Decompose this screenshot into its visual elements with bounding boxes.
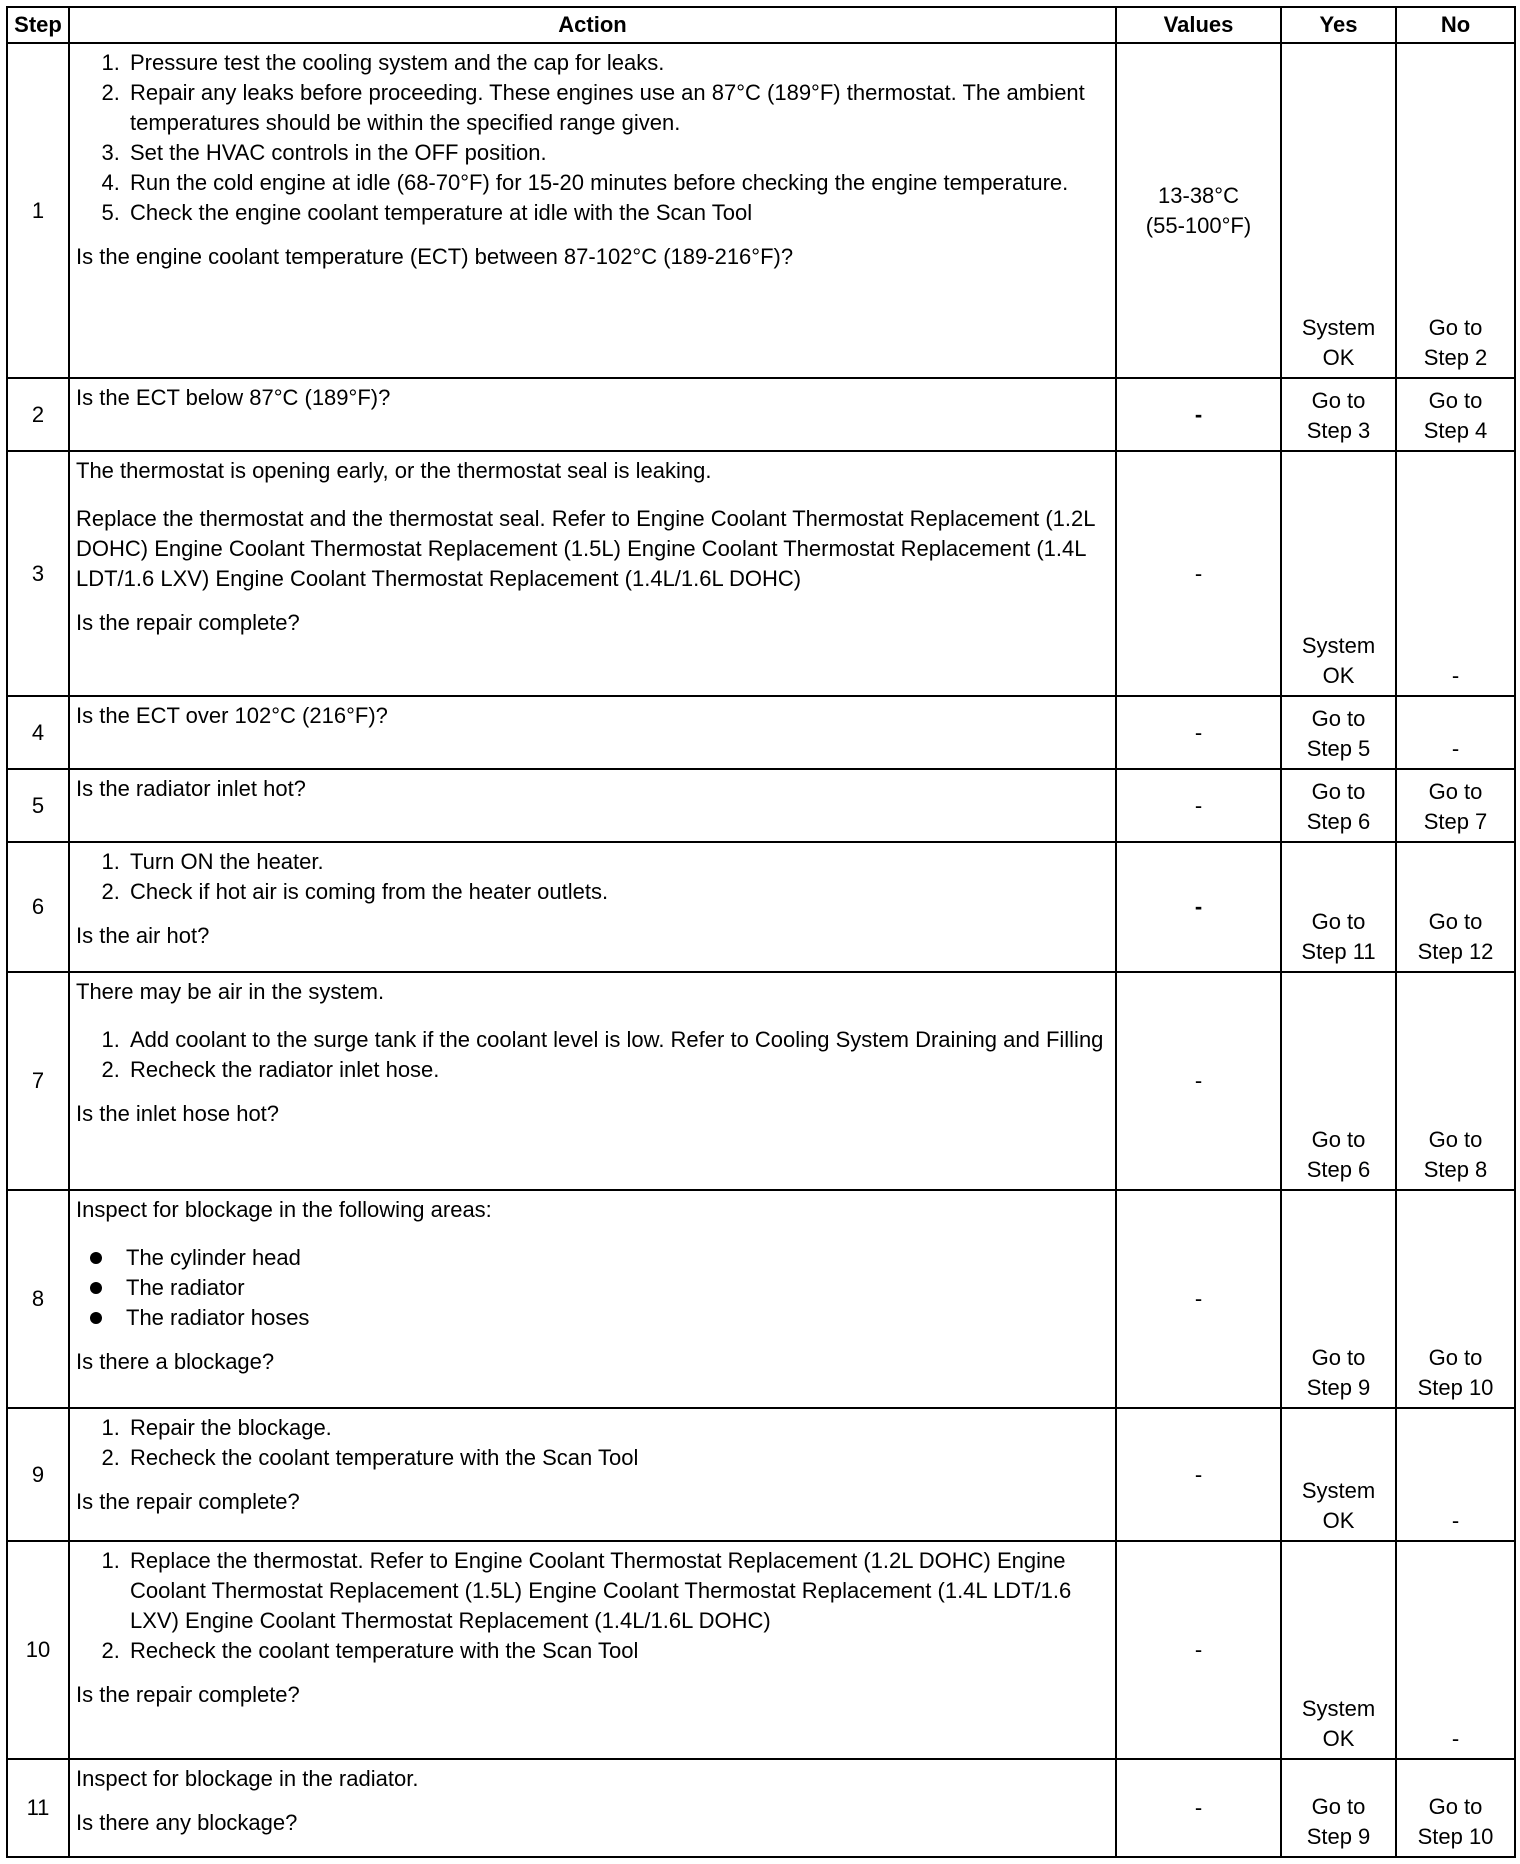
no-line: Step 8 bbox=[1423, 1157, 1488, 1182]
values-cell bbox=[1116, 1190, 1281, 1408]
list-item: 2. Recheck the coolant temperature with the Scan Tool bbox=[126, 1443, 1109, 1473]
yes-line: Step 9 bbox=[1306, 1824, 1371, 1849]
list-item: 1. Turn ON the heater. bbox=[126, 847, 1109, 877]
action-list bbox=[76, 48, 1109, 228]
values-cell bbox=[1116, 769, 1281, 842]
values-dash: - bbox=[1194, 1795, 1203, 1820]
action-cell bbox=[69, 972, 1116, 1190]
step-number: 1 bbox=[7, 43, 69, 378]
no-line: Step 12 bbox=[1417, 939, 1494, 964]
values-dash: - bbox=[1194, 560, 1203, 586]
no-line: Step 10 bbox=[1417, 1375, 1494, 1400]
values-dash: - bbox=[1194, 1068, 1203, 1093]
action-question: Is the ECT over 102°C (216°F)? bbox=[76, 703, 388, 728]
yes-line: Step 6 bbox=[1306, 809, 1371, 834]
yes-cell bbox=[1281, 769, 1396, 842]
step-number: 4 bbox=[7, 696, 69, 769]
list-item: 3. Set the HVAC controls in the OFF position. bbox=[126, 138, 1109, 168]
no-line: Go to bbox=[1428, 1127, 1483, 1152]
yes-line: Step 11 bbox=[1301, 939, 1376, 964]
action-cell bbox=[69, 451, 1116, 696]
action-cell bbox=[69, 1759, 1116, 1857]
yes-line: System bbox=[1301, 1696, 1376, 1721]
action-cell bbox=[69, 1541, 1116, 1759]
step-number: 9 bbox=[7, 1408, 69, 1541]
action-question: Is the radiator inlet hot? bbox=[76, 776, 306, 801]
step-number: 10 bbox=[7, 1541, 69, 1759]
table-row bbox=[7, 696, 1515, 769]
step-number: 6 bbox=[7, 842, 69, 972]
list-item: 2. Recheck the coolant temperature with the Scan Tool bbox=[126, 1636, 1109, 1666]
action-question: Is the repair complete? bbox=[76, 610, 300, 635]
yes-line: Go to bbox=[1311, 1794, 1366, 1819]
values-dash: - bbox=[1194, 894, 1203, 919]
no-dash: - bbox=[1451, 663, 1460, 688]
yes-cell bbox=[1281, 1190, 1396, 1408]
yes-line: Step 3 bbox=[1306, 418, 1371, 443]
values-cell bbox=[1116, 842, 1281, 972]
table-row bbox=[7, 972, 1515, 1190]
no-cell bbox=[1396, 43, 1515, 378]
header-yes: Yes bbox=[1281, 7, 1396, 43]
yes-cell bbox=[1281, 378, 1396, 451]
yes-line: Step 6 bbox=[1306, 1157, 1371, 1182]
action-list bbox=[76, 1546, 1109, 1666]
no-cell bbox=[1396, 972, 1515, 1190]
action-question: Is the air hot? bbox=[76, 923, 210, 948]
bullet-text: The radiator hoses bbox=[126, 1305, 310, 1330]
yes-cell bbox=[1281, 451, 1396, 696]
values-cell bbox=[1116, 43, 1281, 378]
table-row bbox=[7, 451, 1515, 696]
yes-cell bbox=[1281, 972, 1396, 1190]
values-cell bbox=[1116, 1408, 1281, 1541]
action-list bbox=[76, 1025, 1109, 1085]
no-cell bbox=[1396, 1190, 1515, 1408]
header-row bbox=[7, 7, 1515, 43]
action-question: Is there any blockage? bbox=[76, 1810, 298, 1835]
step-number: 8 bbox=[7, 1190, 69, 1408]
values-cell bbox=[1116, 1759, 1281, 1857]
action-list bbox=[76, 847, 1109, 907]
header-step: Step bbox=[7, 7, 69, 43]
action-cell bbox=[69, 769, 1116, 842]
no-line: Go to bbox=[1428, 779, 1483, 804]
no-line: Step 4 bbox=[1423, 418, 1488, 443]
no-cell bbox=[1396, 769, 1515, 842]
list-item: 1. Repair the blockage. bbox=[126, 1413, 1109, 1443]
action-question: Is the inlet hose hot? bbox=[76, 1101, 280, 1126]
no-line: Step 7 bbox=[1423, 809, 1488, 834]
step-number: 3 bbox=[7, 451, 69, 696]
bullet-icon bbox=[90, 1252, 102, 1264]
values-dash: - bbox=[1194, 1637, 1203, 1662]
bullet-text: The cylinder head bbox=[126, 1245, 301, 1270]
values-dash: - bbox=[1194, 1461, 1203, 1487]
list-item: 2. Check if hot air is coming from the heater outlets. bbox=[126, 877, 1109, 907]
values-dash: - bbox=[1194, 1286, 1203, 1311]
no-cell bbox=[1396, 1408, 1515, 1541]
yes-line: Go to bbox=[1311, 1345, 1366, 1370]
bullet-icon bbox=[90, 1312, 102, 1324]
no-line: Go to bbox=[1428, 1794, 1483, 1819]
table-row bbox=[7, 1759, 1515, 1857]
values-dash: - bbox=[1194, 401, 1203, 427]
yes-line: System bbox=[1301, 1478, 1376, 1503]
action-body: Replace the thermostat and the thermostat seal. Refer to Engine Coolant Thermostat Replacement (1.2L DOHC) Engine Coolant Thermostat Replacement (1.5L) Engine Coolant Thermostat Replacement (1.4L LDT/1.6 LXV) Engine Coolant Thermostat Replacement (1.4L/1.6L DOHC) bbox=[76, 506, 1095, 591]
values-line: 13-38°C bbox=[1158, 182, 1239, 208]
values-dash: - bbox=[1194, 719, 1203, 745]
yes-line: Step 9 bbox=[1306, 1375, 1371, 1400]
action-question: Is the repair complete? bbox=[76, 1682, 300, 1707]
action-cell bbox=[69, 1408, 1116, 1541]
yes-line: System bbox=[1301, 315, 1376, 340]
no-cell bbox=[1396, 451, 1515, 696]
yes-line: Go to bbox=[1311, 909, 1366, 934]
yes-line: Go to bbox=[1311, 388, 1366, 413]
bullet-icon bbox=[90, 1282, 102, 1294]
no-cell bbox=[1396, 696, 1515, 769]
table-row bbox=[7, 378, 1515, 451]
bullet-list bbox=[76, 1243, 1109, 1333]
header-no: No bbox=[1396, 7, 1515, 43]
no-cell bbox=[1396, 1759, 1515, 1857]
values-cell bbox=[1116, 451, 1281, 696]
values-cell bbox=[1116, 378, 1281, 451]
action-question: Is the repair complete? bbox=[76, 1489, 300, 1514]
table-row bbox=[7, 1541, 1515, 1759]
yes-cell bbox=[1281, 1759, 1396, 1857]
list-item: 1. Replace the thermostat. Refer to Engine Coolant Thermostat Replacement (1.2L DOHC) Engine Coolant Thermostat Replacement (1.5L) Engine Coolant Thermostat Replacement (1.4L LDT/1.6 LXV) Engine Coolant Thermostat Replacement (1.4L/1.6L DOHC) bbox=[126, 1546, 1109, 1636]
action-cell bbox=[69, 842, 1116, 972]
action-question: Is the ECT below 87°C (189°F)? bbox=[76, 385, 391, 410]
step-number: 5 bbox=[7, 769, 69, 842]
diagnostic-table bbox=[6, 6, 1516, 1858]
yes-line: OK bbox=[1322, 345, 1355, 370]
table-row bbox=[7, 1408, 1515, 1541]
no-line: Go to bbox=[1428, 315, 1483, 340]
table-row bbox=[7, 43, 1515, 378]
action-intro: The thermostat is opening early, or the thermostat seal is leaking. bbox=[76, 458, 712, 483]
action-question: Is the engine coolant temperature (ECT) between 87-102°C (189-216°F)? bbox=[76, 244, 794, 269]
table-row bbox=[7, 842, 1515, 972]
table-row bbox=[7, 769, 1515, 842]
yes-cell bbox=[1281, 842, 1396, 972]
list-item bbox=[126, 1303, 1109, 1333]
values-line: (55-100°F) bbox=[1145, 212, 1252, 238]
list-item: 2. Repair any leaks before proceeding. These engines use an 87°C (189°F) thermostat. The ambient temperatures should be within the specified range given. bbox=[126, 78, 1109, 138]
action-cell bbox=[69, 43, 1116, 378]
action-list bbox=[76, 1413, 1109, 1473]
no-line: Step 10 bbox=[1417, 1824, 1494, 1849]
yes-line: System bbox=[1301, 633, 1376, 658]
table-row bbox=[7, 1190, 1515, 1408]
values-dash: - bbox=[1194, 792, 1203, 818]
yes-cell bbox=[1281, 1408, 1396, 1541]
yes-line: OK bbox=[1322, 663, 1355, 688]
no-line: Go to bbox=[1428, 909, 1483, 934]
header-action: Action bbox=[69, 7, 1116, 43]
yes-line: OK bbox=[1322, 1726, 1355, 1751]
no-cell bbox=[1396, 1541, 1515, 1759]
action-intro: Inspect for blockage in the following areas: bbox=[76, 1197, 492, 1222]
action-cell bbox=[69, 1190, 1116, 1408]
yes-line: OK bbox=[1322, 1508, 1355, 1533]
header-values: Values bbox=[1116, 7, 1281, 43]
no-cell bbox=[1396, 378, 1515, 451]
values-cell bbox=[1116, 972, 1281, 1190]
yes-line: Go to bbox=[1311, 779, 1366, 804]
action-question: Is there a blockage? bbox=[76, 1349, 275, 1374]
no-dash: - bbox=[1451, 1726, 1460, 1751]
list-item: 5. Check the engine coolant temperature at idle with the Scan Tool bbox=[126, 198, 1109, 228]
action-intro: There may be air in the system. bbox=[76, 979, 385, 1004]
no-dash: - bbox=[1451, 1508, 1460, 1533]
no-line: Go to bbox=[1428, 1345, 1483, 1370]
list-item: 2. Recheck the radiator inlet hose. bbox=[126, 1055, 1109, 1085]
list-item: 1. Add coolant to the surge tank if the coolant level is low. Refer to Cooling System Draining and Filling bbox=[126, 1025, 1109, 1055]
no-line: Go to bbox=[1428, 388, 1483, 413]
list-item bbox=[126, 1243, 1109, 1273]
yes-line: Step 5 bbox=[1306, 736, 1371, 761]
list-item: 4. Run the cold engine at idle (68-70°F) for 15-20 minutes before checking the engine temperature. bbox=[126, 168, 1109, 198]
action-intro: Inspect for blockage in the radiator. bbox=[76, 1766, 419, 1791]
step-number: 2 bbox=[7, 378, 69, 451]
no-dash: - bbox=[1451, 736, 1460, 761]
yes-cell bbox=[1281, 43, 1396, 378]
step-number: 7 bbox=[7, 972, 69, 1190]
values-cell bbox=[1116, 696, 1281, 769]
list-item bbox=[126, 1273, 1109, 1303]
yes-cell bbox=[1281, 696, 1396, 769]
bullet-text: The radiator bbox=[126, 1275, 245, 1300]
values-cell bbox=[1116, 1541, 1281, 1759]
no-cell bbox=[1396, 842, 1515, 972]
yes-line: Go to bbox=[1311, 1127, 1366, 1152]
step-number: 11 bbox=[7, 1759, 69, 1857]
yes-cell bbox=[1281, 1541, 1396, 1759]
action-cell bbox=[69, 696, 1116, 769]
no-line: Step 2 bbox=[1423, 345, 1488, 370]
action-cell bbox=[69, 378, 1116, 451]
yes-line: Go to bbox=[1311, 706, 1366, 731]
list-item: 1. Pressure test the cooling system and the cap for leaks. bbox=[126, 48, 1109, 78]
